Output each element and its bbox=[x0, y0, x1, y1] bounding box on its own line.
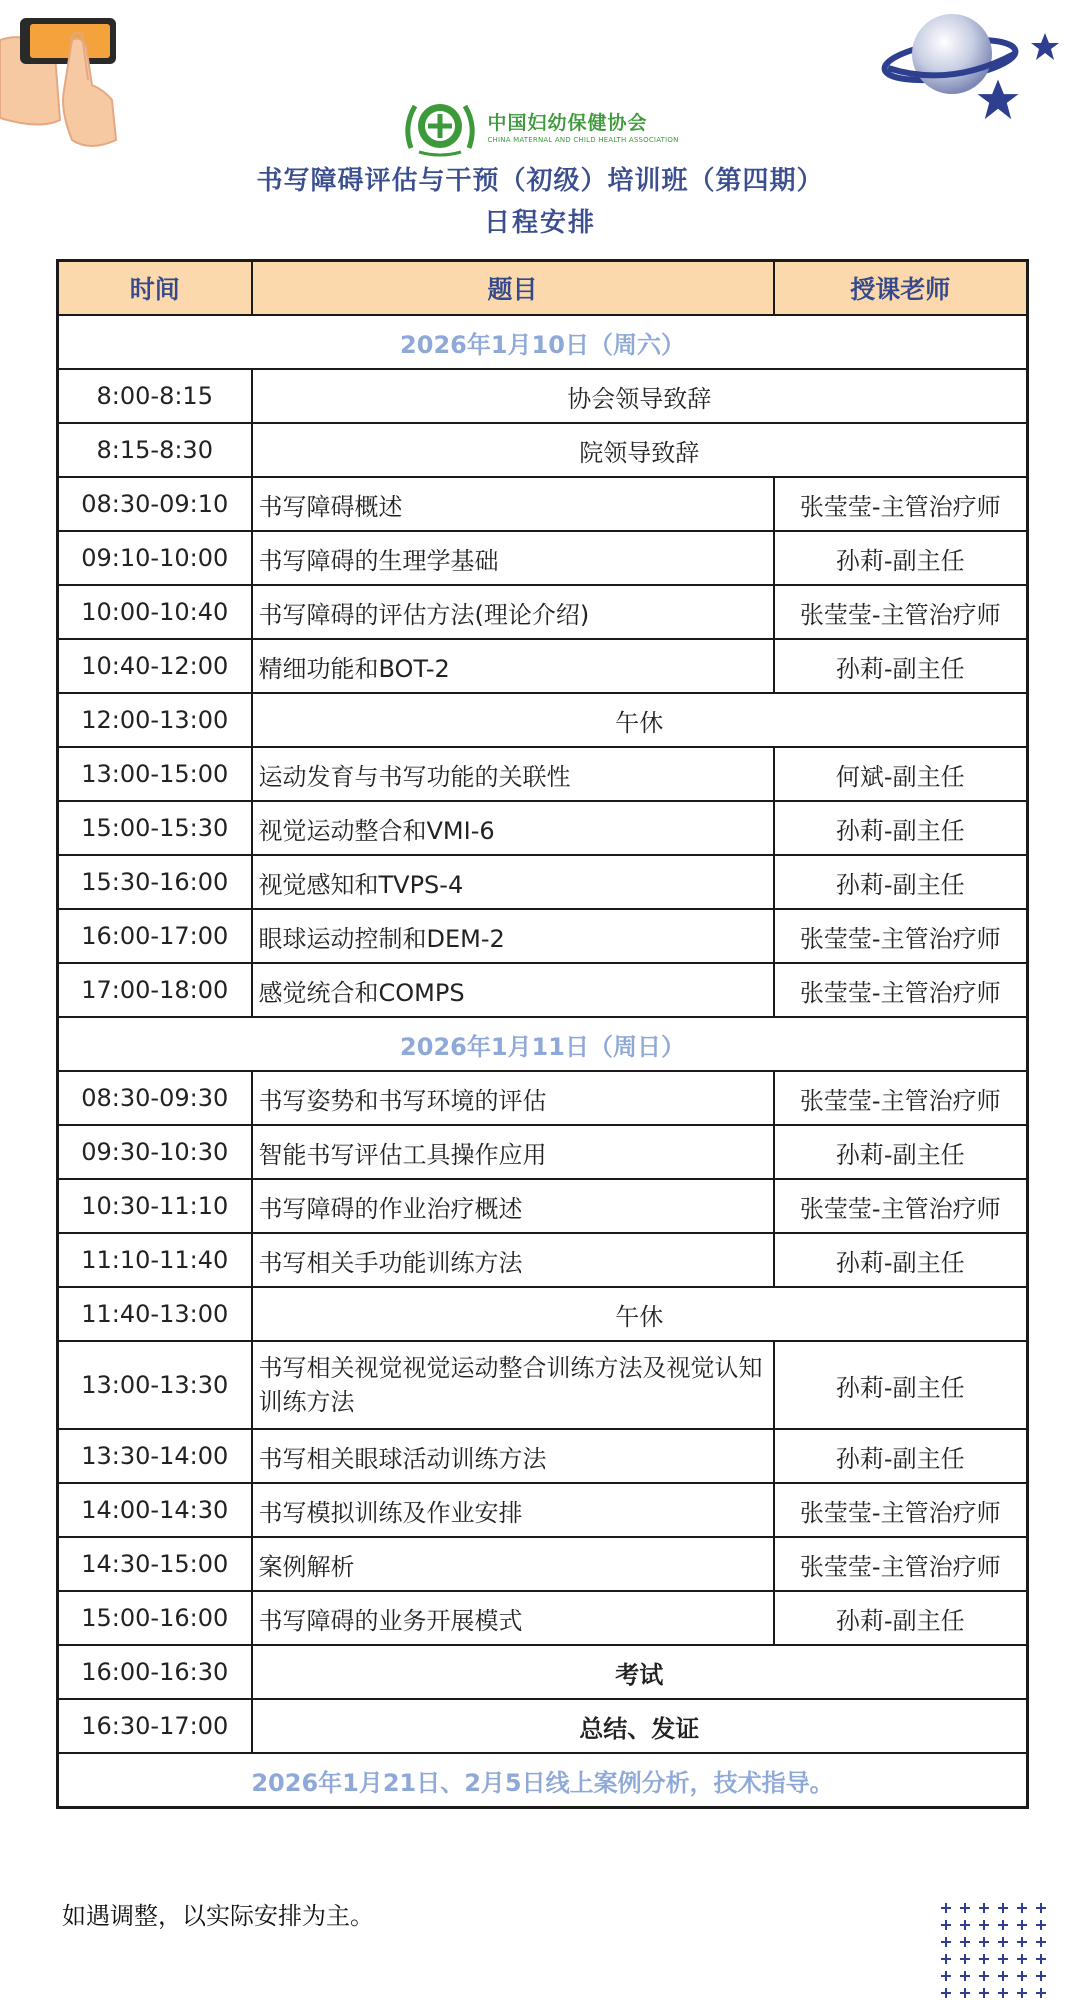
plus-mark bbox=[941, 1937, 951, 1947]
header-topic: 题目 bbox=[252, 261, 774, 316]
plus-mark bbox=[998, 1988, 1008, 1998]
plus-mark bbox=[979, 1920, 989, 1930]
plus-mark bbox=[941, 1920, 951, 1930]
cell-teacher: 张莹莹-主管治疗师 bbox=[774, 1537, 1028, 1591]
plus-mark bbox=[1036, 1988, 1046, 1998]
header-teacher: 授课老师 bbox=[774, 261, 1028, 316]
table-row bbox=[58, 1483, 1028, 1537]
cell-topic: 智能书写评估工具操作应用 bbox=[252, 1125, 774, 1179]
plus-mark bbox=[941, 1971, 951, 1981]
plus-mark bbox=[1017, 1971, 1027, 1981]
plus-mark bbox=[1036, 1954, 1046, 1964]
cell-topic: 总结、发证 bbox=[252, 1699, 1028, 1753]
table-row bbox=[58, 747, 1028, 801]
cell-time: 13:00-15:00 bbox=[58, 747, 252, 801]
plus-mark bbox=[960, 1903, 970, 1913]
cell-topic: 书写障碍的评估方法(理论介绍) bbox=[252, 585, 774, 639]
cell-topic: 午休 bbox=[252, 1287, 1028, 1341]
cell-time: 08:30-09:30 bbox=[58, 1071, 252, 1125]
cell-topic: 书写模拟训练及作业安排 bbox=[252, 1483, 774, 1537]
plus-mark bbox=[998, 1954, 1008, 1964]
date-row bbox=[58, 315, 1028, 369]
cell-time: 14:00-14:30 bbox=[58, 1483, 252, 1537]
plus-mark bbox=[998, 1920, 1008, 1930]
cell-topic: 协会领导致辞 bbox=[252, 369, 1028, 423]
cell-teacher: 孙莉-副主任 bbox=[774, 1341, 1028, 1429]
date-label: 2026年1月11日（周日） bbox=[58, 1017, 1028, 1071]
cell-time: 16:00-16:30 bbox=[58, 1645, 252, 1699]
table-row bbox=[58, 1341, 1028, 1429]
plus-mark bbox=[1017, 1920, 1027, 1930]
cell-time: 12:00-13:00 bbox=[58, 693, 252, 747]
plus-mark bbox=[1036, 1903, 1046, 1913]
cell-topic: 视觉感知和TVPS-4 bbox=[252, 855, 774, 909]
cell-time: 11:10-11:40 bbox=[58, 1233, 252, 1287]
cell-teacher: 孙莉-副主任 bbox=[774, 1233, 1028, 1287]
cell-time: 13:30-14:00 bbox=[58, 1429, 252, 1483]
page-title: 书写障碍评估与干预（初级）培训班（第四期） bbox=[256, 166, 824, 196]
date-row bbox=[58, 1017, 1028, 1071]
cell-teacher: 孙莉-副主任 bbox=[774, 801, 1028, 855]
cell-teacher: 张莹莹-主管治疗师 bbox=[774, 1071, 1028, 1125]
plus-mark bbox=[979, 1937, 989, 1947]
page-subtitle: 日程安排 bbox=[483, 208, 596, 238]
plus-mark bbox=[998, 1903, 1008, 1913]
table-row bbox=[58, 585, 1028, 639]
plus-mark bbox=[998, 1937, 1008, 1947]
table-row bbox=[58, 963, 1028, 1017]
table-row bbox=[58, 1537, 1028, 1591]
table-row bbox=[58, 1699, 1028, 1753]
cell-topic: 考试 bbox=[252, 1645, 1028, 1699]
table-row bbox=[58, 639, 1028, 693]
header-time: 时间 bbox=[58, 261, 252, 316]
table-row bbox=[58, 1429, 1028, 1483]
association-logo bbox=[0, 98, 1080, 160]
cell-teacher: 张莹莹-主管治疗师 bbox=[774, 477, 1028, 531]
table-row bbox=[58, 369, 1028, 423]
plus-mark bbox=[979, 1903, 989, 1913]
plus-mark bbox=[960, 1920, 970, 1930]
cell-topic: 书写姿势和书写环境的评估 bbox=[252, 1071, 774, 1125]
footer-row bbox=[58, 1753, 1028, 1808]
table-row bbox=[58, 1125, 1028, 1179]
cell-time: 10:00-10:40 bbox=[58, 585, 252, 639]
cell-topic: 运动发育与书写功能的关联性 bbox=[252, 747, 774, 801]
plus-mark bbox=[941, 1988, 951, 1998]
cell-topic: 院领导致辞 bbox=[252, 423, 1028, 477]
table-row bbox=[58, 693, 1028, 747]
plus-mark bbox=[941, 1903, 951, 1913]
table-row bbox=[58, 1591, 1028, 1645]
cell-topic: 感觉统合和COMPS bbox=[252, 963, 774, 1017]
cell-topic: 书写障碍的作业治疗概述 bbox=[252, 1179, 774, 1233]
cell-time: 16:00-17:00 bbox=[58, 909, 252, 963]
cell-time: 09:10-10:00 bbox=[58, 531, 252, 585]
plus-mark bbox=[960, 1937, 970, 1947]
cell-time: 15:00-15:30 bbox=[58, 801, 252, 855]
cell-time: 16:30-17:00 bbox=[58, 1699, 252, 1753]
table-row bbox=[58, 801, 1028, 855]
plus-mark bbox=[960, 1971, 970, 1981]
cell-teacher: 张莹莹-主管治疗师 bbox=[774, 909, 1028, 963]
plus-mark bbox=[1036, 1920, 1046, 1930]
plus-mark bbox=[960, 1988, 970, 1998]
plus-mark bbox=[1017, 1903, 1027, 1913]
plus-mark bbox=[941, 1954, 951, 1964]
logo-name-en: CHINA MATERNAL AND CHILD HEALTH ASSOCIATION bbox=[487, 136, 679, 144]
cell-teacher: 孙莉-副主任 bbox=[774, 855, 1028, 909]
cell-teacher: 张莹莹-主管治疗师 bbox=[774, 963, 1028, 1017]
cell-topic: 精细功能和BOT-2 bbox=[252, 639, 774, 693]
cell-topic: 书写相关手功能训练方法 bbox=[252, 1233, 774, 1287]
cell-time: 11:40-13:00 bbox=[58, 1287, 252, 1341]
cell-topic: 书写障碍的业务开展模式 bbox=[252, 1591, 774, 1645]
cell-time: 13:00-13:30 bbox=[58, 1341, 252, 1429]
cell-time: 15:00-16:00 bbox=[58, 1591, 252, 1645]
adjustment-note: 如遇调整，以实际安排为主。 bbox=[62, 1902, 374, 1930]
cell-time: 08:30-09:10 bbox=[58, 477, 252, 531]
plus-mark bbox=[1017, 1937, 1027, 1947]
table-row bbox=[58, 531, 1028, 585]
cell-time: 17:00-18:00 bbox=[58, 963, 252, 1017]
cell-teacher: 张莹莹-主管治疗师 bbox=[774, 1483, 1028, 1537]
cell-teacher: 孙莉-副主任 bbox=[774, 639, 1028, 693]
table-row bbox=[58, 855, 1028, 909]
plus-mark bbox=[960, 1954, 970, 1964]
plus-mark bbox=[1017, 1954, 1027, 1964]
cell-time: 10:30-11:10 bbox=[58, 1179, 252, 1233]
plus-mark bbox=[1017, 1988, 1027, 1998]
cell-teacher: 孙莉-副主任 bbox=[774, 1591, 1028, 1645]
cell-teacher: 孙莉-副主任 bbox=[774, 531, 1028, 585]
footer-note: 2026年1月21日、2月5日线上案例分析，技术指导。 bbox=[58, 1753, 1028, 1808]
cell-topic: 眼球运动控制和DEM-2 bbox=[252, 909, 774, 963]
table-row bbox=[58, 423, 1028, 477]
star-icon bbox=[1030, 32, 1060, 62]
cell-teacher: 孙莉-副主任 bbox=[774, 1125, 1028, 1179]
cell-time: 14:30-15:00 bbox=[58, 1537, 252, 1591]
plus-mark bbox=[1036, 1971, 1046, 1981]
cell-topic: 午休 bbox=[252, 693, 1028, 747]
plus-mark bbox=[979, 1971, 989, 1981]
table-row bbox=[58, 477, 1028, 531]
cell-teacher: 张莹莹-主管治疗师 bbox=[774, 585, 1028, 639]
cell-time: 15:30-16:00 bbox=[58, 855, 252, 909]
cell-teacher: 张莹莹-主管治疗师 bbox=[774, 1179, 1028, 1233]
plus-grid-icon bbox=[938, 1900, 1048, 2004]
schedule-table bbox=[56, 259, 1029, 1809]
cell-topic: 视觉运动整合和VMI-6 bbox=[252, 801, 774, 855]
table-row bbox=[58, 1071, 1028, 1125]
table-row bbox=[58, 1179, 1028, 1233]
cell-topic: 书写障碍的生理学基础 bbox=[252, 531, 774, 585]
cell-teacher: 孙莉-副主任 bbox=[774, 1429, 1028, 1483]
plus-mark bbox=[998, 1971, 1008, 1981]
cell-topic: 案例解析 bbox=[252, 1537, 774, 1591]
cell-teacher: 何斌-副主任 bbox=[774, 747, 1028, 801]
plus-mark bbox=[979, 1954, 989, 1964]
table-row bbox=[58, 1645, 1028, 1699]
table-row bbox=[58, 1287, 1028, 1341]
logo-emblem-icon bbox=[401, 96, 479, 162]
cell-time: 09:30-10:30 bbox=[58, 1125, 252, 1179]
cell-topic: 书写相关视觉视觉运动整合训练方法及视觉认知训练方法 bbox=[252, 1341, 774, 1429]
cell-topic: 书写障碍概述 bbox=[252, 477, 774, 531]
table-row bbox=[58, 909, 1028, 963]
plus-mark bbox=[979, 1988, 989, 1998]
plus-mark bbox=[1036, 1937, 1046, 1947]
date-label: 2026年1月10日（周六） bbox=[58, 315, 1028, 369]
cell-time: 8:00-8:15 bbox=[58, 369, 252, 423]
logo-name-cn: 中国妇幼保健协会 bbox=[487, 112, 648, 134]
cell-time: 10:40-12:00 bbox=[58, 639, 252, 693]
cell-time: 8:15-8:30 bbox=[58, 423, 252, 477]
table-row bbox=[58, 1233, 1028, 1287]
table-header-row bbox=[58, 261, 1028, 316]
cell-topic: 书写相关眼球活动训练方法 bbox=[252, 1429, 774, 1483]
